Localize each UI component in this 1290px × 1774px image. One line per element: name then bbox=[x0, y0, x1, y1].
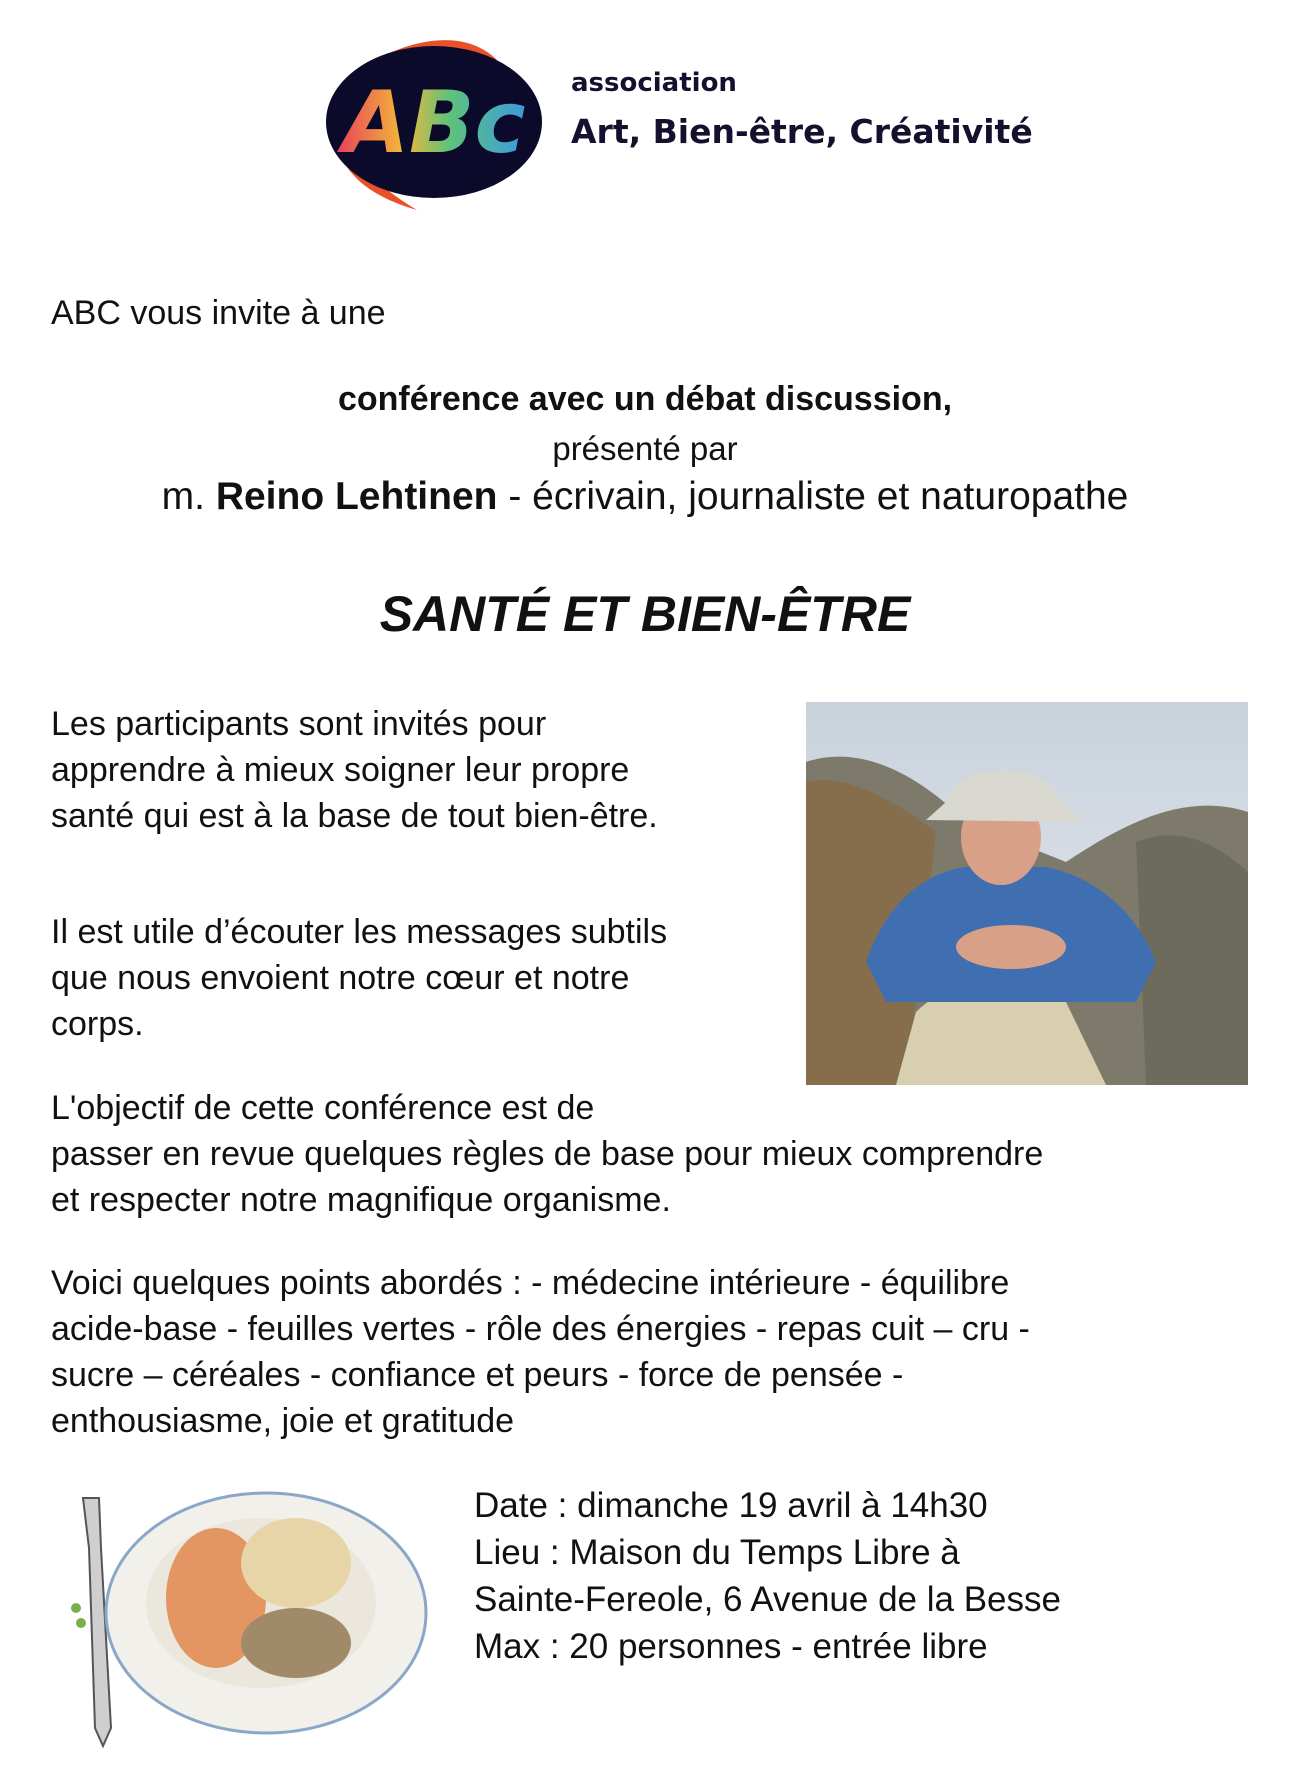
speaker-photo bbox=[806, 702, 1248, 1085]
event-type: conférence avec un débat discussion, bbox=[337, 380, 953, 418]
intro-text: ABC vous invite à une bbox=[51, 294, 386, 332]
presented-by: présenté par bbox=[552, 430, 738, 467]
detail-location: Lieu : Maison du Temps Libre à bbox=[474, 1533, 960, 1572]
speaker-prefix: m. bbox=[161, 475, 205, 518]
detail-capacity: Max : 20 personnes - entrée libre bbox=[474, 1627, 988, 1666]
detail-date: Date : dimanche 19 avril à 14h30 bbox=[474, 1486, 988, 1525]
speaker-description: - écrivain, journaliste et naturopathe bbox=[508, 475, 1129, 518]
abc-logo bbox=[322, 30, 552, 215]
plate-illustration bbox=[51, 1478, 431, 1758]
logo-association: association bbox=[571, 68, 737, 98]
event-details bbox=[474, 1482, 1061, 1670]
paragraph-1: Les participants sont invités pour apprendre à mieux soigner leur propre santé qui est à la base de tout bien-être. bbox=[51, 705, 658, 835]
page-title: SANTÉ ET BIEN-ÊTRE bbox=[379, 586, 911, 642]
logo-tagline: Art, Bien-être, Créativité bbox=[571, 112, 1033, 151]
paragraph-2: Il est utile d’écouter les messages subtils que nous envoient notre cœur et notre corps. bbox=[51, 913, 668, 1043]
detail-address: Sainte-Fereole, 6 Avenue de la Besse bbox=[474, 1580, 1061, 1619]
speaker-name: Reino Lehtinen bbox=[215, 475, 498, 518]
paragraph-4: Voici quelques points abordés : - médecine intérieure - équilibre acide-base - feuilles vertes - rôle des énergies - repas cuit – cru - sucre – céréales - confiance et peurs - force de pensée - enthousiasme, joie et gratitude bbox=[51, 1264, 1030, 1440]
paragraph-3: L'objectif de cette conférence est de passer en revue quelques règles de base pour mieux comprendre et respecter notre magnifique organisme. bbox=[51, 1089, 1044, 1219]
speaker-line bbox=[0, 474, 1290, 520]
svg-text:ABc: ABc bbox=[342, 73, 526, 173]
